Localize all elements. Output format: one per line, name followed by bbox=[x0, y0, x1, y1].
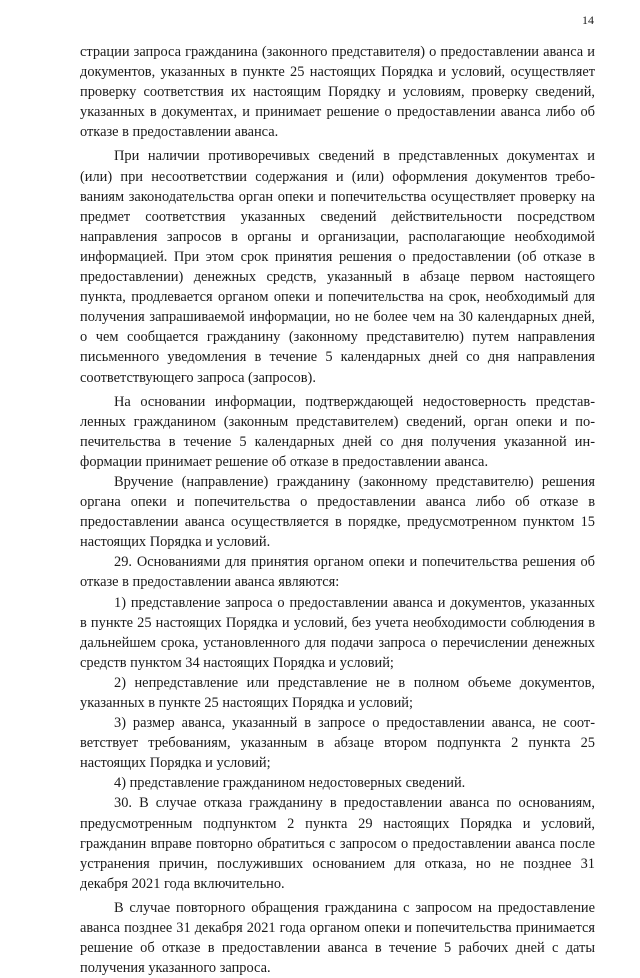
list-item-3: 3) размер аванса, указанный в запросе о предоставлении аванса, не соответствует требованиям, указанным в абзаце втором подпункта 2 пункта 25 настоящих Порядка и условий; bbox=[80, 715, 595, 772]
list-item-2: 2) непредставление или представление не в полном объеме документов, указанных в пункте 25 настоящих Порядка и условий; bbox=[80, 674, 595, 711]
page-number: 14 bbox=[582, 13, 594, 27]
paragraph-continuation: страции запроса гражданина (законного представителя) о предоставлении аванса и документов, указанных в пункте 25 настоящих Порядка и условий, осуществляет проверку соответствия их настоящим Порядку и условиям, проверку сведений, указанных в документах, и принимает решение о предоставлении аванса либо об отказе в предоставлении аванса. bbox=[80, 44, 595, 141]
paragraph-decision-delivery: Вручение (направление) гражданину (законному представителю) решения органа опеки и попечительства о предоставлении аванса либо об отказе в предоставлении аванса осуществляется в порядке, предусмотренном пунктом 15 настоящих Порядка и условий. bbox=[80, 473, 595, 551]
paragraph-clause-29: 29. Основаниями для принятия органом опеки и попечительства решения об отказе в предоставлении аванса являются: bbox=[80, 554, 595, 591]
list-item-4: 4) представление гражданином недостоверных сведений. bbox=[114, 775, 466, 792]
list-item-1: 1) представление запроса о предоставлении аванса и документов, указанных в пункте 25 настоящих Порядка и условий, без учета необходимости соблюдения в дальнейшем срока, установленного для подачи запроса о перечислении денежных средств пунктом 34 настоящих Порядка и условий; bbox=[80, 594, 595, 671]
document-body bbox=[80, 42, 595, 978]
paragraph-contradictory-info: При наличии противоречивых сведений в представленных документах и (или) при несоответствии содержания и (или) оформления документов требованиям законодательства орган опеки и попечительства осуществляет проверку на предмет соответствия указанных сведений действительности посредством направления запросов в органы и организации, располагающие необходимой информацией. При этом срок принятия решения о предоставлении (об отказе в предоставлении) денежных средств, указанный в абзаце первом настоящего пункта, продлевается органом опеки и попечительства на срок, необходимый для получения запрашиваемой информации, но не более чем на 30 календарных дней, о чем сообщается гражданину (законному представителю) путем направления письменного уведомления в течение 5 календарных дней со дня направления соответствующего запроса (запросов). bbox=[80, 148, 595, 386]
paragraph-clause-30: 30. В случае отказа гражданину в предоставлении аванса по основаниям, предусмотренным подпунктом 2 пункта 29 настоящих Порядка и условий, гражданин вправе повторно обратиться с запросом о предоставлении аванса после устранения причин, послуживших основанием для отказа, но не позднее 31 декабря 2021 года включительно. bbox=[80, 795, 595, 892]
paragraph-inaccuracy-decision: На основании информации, подтверждающей недостоверность представленных гражданином (законным представителем) сведений, орган опеки и попечительства в течение 5 календарных дней со дня получения указанной информации принимает решение об отказе в предоставлении аванса. bbox=[80, 393, 595, 470]
paragraph-repeat-request: В случае повторного обращения гражданина с запросом на предоставление аванса позднее 31 декабря 2021 года органом опеки и попечительства принимается решение об отказе в предоставлении аванса в течение 5 рабочих дней с даты получения указанного запроса. bbox=[80, 899, 595, 977]
